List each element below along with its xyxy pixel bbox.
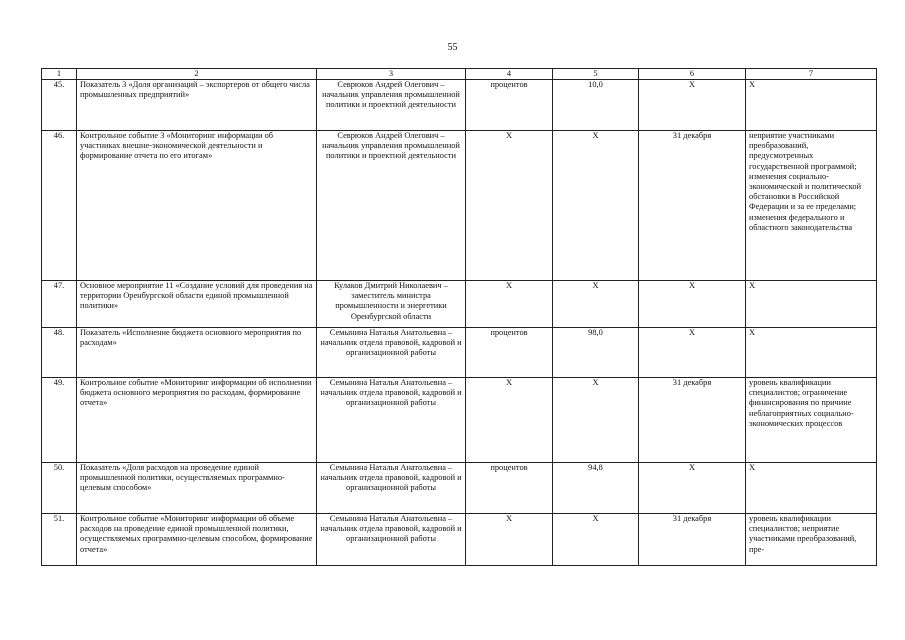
date-cell: X xyxy=(639,80,746,131)
column-number: 7 xyxy=(746,69,877,80)
responsible-person: Севрюков Андрей Олегович – начальник управления промышленной политики и проектной деятельности xyxy=(317,80,466,131)
date-cell: 31 декабря xyxy=(639,131,746,281)
date-cell: 31 декабря xyxy=(639,378,746,463)
risks-cell: X xyxy=(746,328,877,378)
date-cell: X xyxy=(639,281,746,328)
value-cell: 10,0 xyxy=(553,80,639,131)
page-number: 55 xyxy=(447,42,458,53)
table-row xyxy=(42,463,877,514)
measure-name: Показатель 3 «Доля организаций – экспортеров от общего числа промышленных предприятий» xyxy=(77,80,317,131)
responsible-person: Кулаков Дмитрий Николаевич – заместитель министра промышленности и энергетики Оренбургской области xyxy=(317,281,466,328)
unit-cell: процентов xyxy=(466,463,553,514)
unit-cell: процентов xyxy=(466,328,553,378)
measure-name: Показатель «Исполнение бюджета основного мероприятия по расходам» xyxy=(77,328,317,378)
table-row xyxy=(42,131,877,281)
responsible-person: Семынина Наталья Анатольевна – начальник отдела правовой, кадровой и организационной работы xyxy=(317,328,466,378)
risks-cell: уровень квалификации специалистов; ограничение финансирования по причине неблагоприятных социально-экономических процессов xyxy=(746,378,877,463)
value-cell: 98,0 xyxy=(553,328,639,378)
value-cell: X xyxy=(553,281,639,328)
unit-cell: X xyxy=(466,281,553,328)
row-number: 47. xyxy=(42,281,77,328)
row-number: 51. xyxy=(42,514,77,566)
measures-table xyxy=(41,68,877,566)
measure-name: Контрольное событие «Мониторинг информации об исполнении бюджета основного мероприятия по расходам, формирование отчета» xyxy=(77,378,317,463)
risks-cell: X xyxy=(746,281,877,328)
date-cell: 31 декабря xyxy=(639,514,746,566)
date-cell: X xyxy=(639,463,746,514)
responsible-person: Семынина Наталья Анатольевна – начальник отдела правовой, кадровой и организационной работы xyxy=(317,378,466,463)
table-row xyxy=(42,80,877,131)
value-cell: 94,8 xyxy=(553,463,639,514)
measure-name: Контрольное событие «Мониторинг информации об объеме расходов на проведение единой промышленной политики, осуществляемых программно-целевым способом, формирование отчета» xyxy=(77,514,317,566)
responsible-person: Семынина Наталья Анатольевна – начальник отдела правовой, кадровой и организационной работы xyxy=(317,463,466,514)
column-number: 4 xyxy=(466,69,553,80)
row-number: 48. xyxy=(42,328,77,378)
risks-cell: неприятие участниками преобразований, предусмотренных государственной программой; изменения социально-экономической и политической обстановки в Российской Федерации и за ее пределами; изменения федерального и областного законодательства xyxy=(746,131,877,281)
value-cell: X xyxy=(553,514,639,566)
table-row xyxy=(42,378,877,463)
row-number: 50. xyxy=(42,463,77,514)
responsible-person: Семынина Наталья Анатольевна – начальник отдела правовой, кадровой и организационной работы xyxy=(317,514,466,566)
row-number: 46. xyxy=(42,131,77,281)
risks-cell: X xyxy=(746,80,877,131)
table-row xyxy=(42,281,877,328)
row-number: 45. xyxy=(42,80,77,131)
responsible-person: Севрюков Андрей Олегович – начальник управления промышленной политики и проектной деятельности xyxy=(317,131,466,281)
column-number: 3 xyxy=(317,69,466,80)
risks-cell: уровень квалификации специалистов; неприятие участниками преобразований, пре- xyxy=(746,514,877,566)
unit-cell: X xyxy=(466,378,553,463)
row-number: 49. xyxy=(42,378,77,463)
date-cell: X xyxy=(639,328,746,378)
measure-name: Основное мероприятие 11 «Создание условий для проведения на территории Оренбургской области единой промышленной политики» xyxy=(77,281,317,328)
unit-cell: X xyxy=(466,514,553,566)
table-row xyxy=(42,328,877,378)
measure-name: Показатель «Доля расходов на проведение единой промышленной политики, осуществляемых программно-целевым способом» xyxy=(77,463,317,514)
unit-cell: X xyxy=(466,131,553,281)
column-number: 2 xyxy=(77,69,317,80)
value-cell: X xyxy=(553,131,639,281)
column-number: 6 xyxy=(639,69,746,80)
value-cell: X xyxy=(553,378,639,463)
column-number: 1 xyxy=(42,69,77,80)
column-number: 5 xyxy=(553,69,639,80)
risks-cell: X xyxy=(746,463,877,514)
measure-name: Контрольное событие 3 «Мониторинг информации об участниках внешне-экономической деятельности и формирование отчета по его итогам» xyxy=(77,131,317,281)
unit-cell: процентов xyxy=(466,80,553,131)
column-number-row xyxy=(42,69,877,80)
table-row xyxy=(42,514,877,566)
